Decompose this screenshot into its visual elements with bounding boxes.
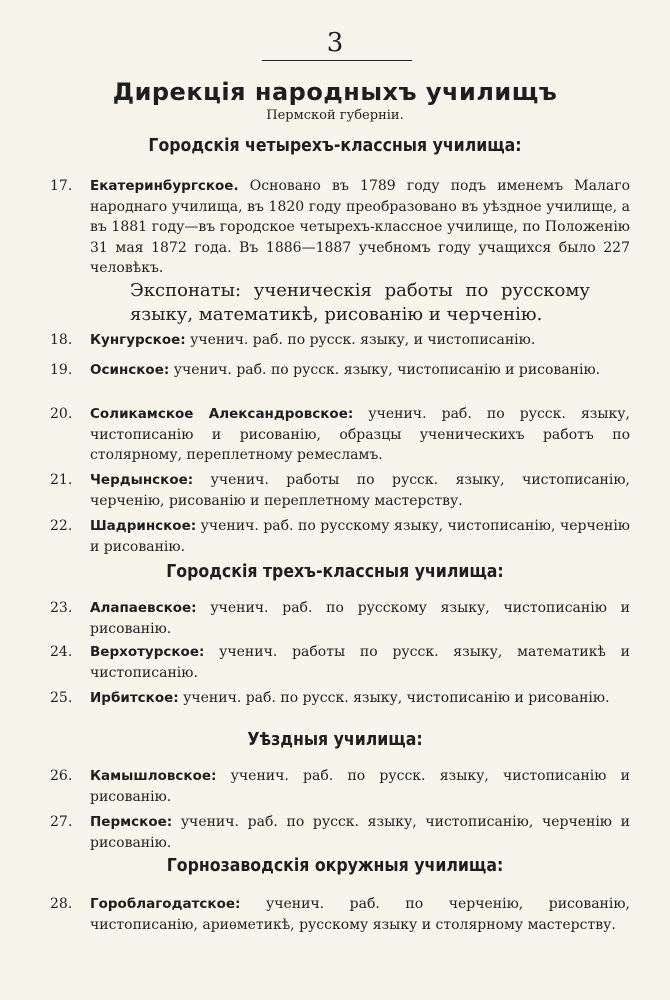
entry-text: ученич. раб. по русскому языку, чистописанію, черченію и рисованію. [90, 518, 630, 555]
entry-number: 25. [50, 690, 73, 706]
entry-number: 28. [50, 896, 73, 912]
page-number: 3 [326, 28, 344, 58]
entry-name: Соликамское Александровское: [90, 406, 354, 422]
entry-name: Шадринское: [90, 518, 197, 534]
entry-20 [50, 404, 630, 466]
entry-27 [50, 812, 630, 853]
section-heading-mining-district: Горнозаводскія окружныя училища: [166, 856, 504, 876]
entry-number: 24. [50, 644, 73, 660]
entry-name: Ирбитское: [90, 690, 179, 706]
entry-number: 21. [50, 472, 73, 488]
entry-number: 20. [50, 406, 73, 422]
entry-name: Чердынское: [90, 472, 194, 488]
entry-text: ученич. раб. по русск. языку, чистописанію и рисованію. [178, 690, 610, 706]
entry-26 [50, 766, 630, 807]
section-heading-city-three-class: Городскія трехъ-классныя училища: [166, 562, 504, 582]
page-title: Дирекція народныхъ училищъ [112, 78, 558, 106]
entry-text: ученич. раб. по черченію, рисованію, чистописанію, ариѳметикѣ, русскому языку и столярному мастерству. [90, 896, 630, 933]
entry-name: Пермское: [90, 814, 173, 830]
entry-17 [50, 176, 630, 279]
entry-24 [50, 642, 630, 683]
entry-name: Камышловское: [90, 768, 217, 784]
entry-21 [50, 470, 630, 511]
page-number-rule [262, 60, 412, 61]
entry-text: ученич. работы по русск. языку, чистописанію, черченію, рисованію и переплетному мастерству. [90, 472, 630, 509]
entry-number: 19. [50, 362, 73, 378]
entry-number: 23. [50, 600, 73, 616]
entry-text: ученич. раб. по русск. языку, чистописанію, черченію и рисованію. [90, 814, 630, 851]
entry-text: Основано въ 1789 году подъ именемъ Малаго народнаго училища, въ 1820 году преобразовано въ уѣздное училище, а въ 1881 году—въ городское четырехъ-классное училище, по Положенію 31 мая 1872 года. Въ 1886—1887 учебномъ году учащихся было 227 человѣкъ. [90, 178, 630, 276]
entry-number: 22. [50, 518, 73, 534]
entry-name: Верхотурское: [90, 644, 205, 660]
entry-name: Осинское: [90, 362, 170, 378]
entry-text: ученич. раб. по русскому языку, чистописанію и рисованію. [90, 600, 630, 637]
entry-text: ученич. работы по русск. языку, математикѣ и чистописанію. [90, 644, 630, 681]
entry-number: 27. [50, 814, 73, 830]
exhibits-note: Экспонаты: ученическія работы по русскому языку, математикѣ, рисованію и черченію. [130, 280, 590, 325]
entry-number: 18. [50, 332, 73, 348]
section-heading-district: Уѣздныя училища: [247, 730, 423, 750]
section-heading-city-four-class: Городскія четырехъ-классныя училища: [148, 136, 522, 156]
entry-23 [50, 598, 630, 639]
entry-text: ученич. раб. по русск. языку, и чистописанію. [185, 332, 536, 348]
entry-28 [50, 894, 630, 935]
entry-25 [50, 688, 630, 709]
entry-name: Екатеринбургское. [90, 178, 239, 194]
entry-name: Кунгурское: [90, 332, 186, 348]
entry-name: Алапаевское: [90, 600, 197, 616]
entry-19 [50, 360, 630, 381]
entry-22 [50, 516, 630, 557]
entry-text: ученич. раб. по русск. языку, чистописанію и рисованію. [90, 768, 630, 805]
page-subtitle: Пермской губерніи. [266, 108, 404, 123]
entry-18 [50, 330, 630, 351]
entry-number: 26. [50, 768, 73, 784]
entry-text: ученич. раб. по русск. языку, чистописанію и рисованію, образцы ученическихъ работъ по столярному, переплетному ремесламъ. [90, 406, 630, 463]
entry-number: 17. [50, 178, 73, 194]
entry-name: Гороблагодатское: [90, 896, 241, 912]
entry-text: ученич. раб. по русск. языку, чистописанію и рисованію. [169, 362, 601, 378]
